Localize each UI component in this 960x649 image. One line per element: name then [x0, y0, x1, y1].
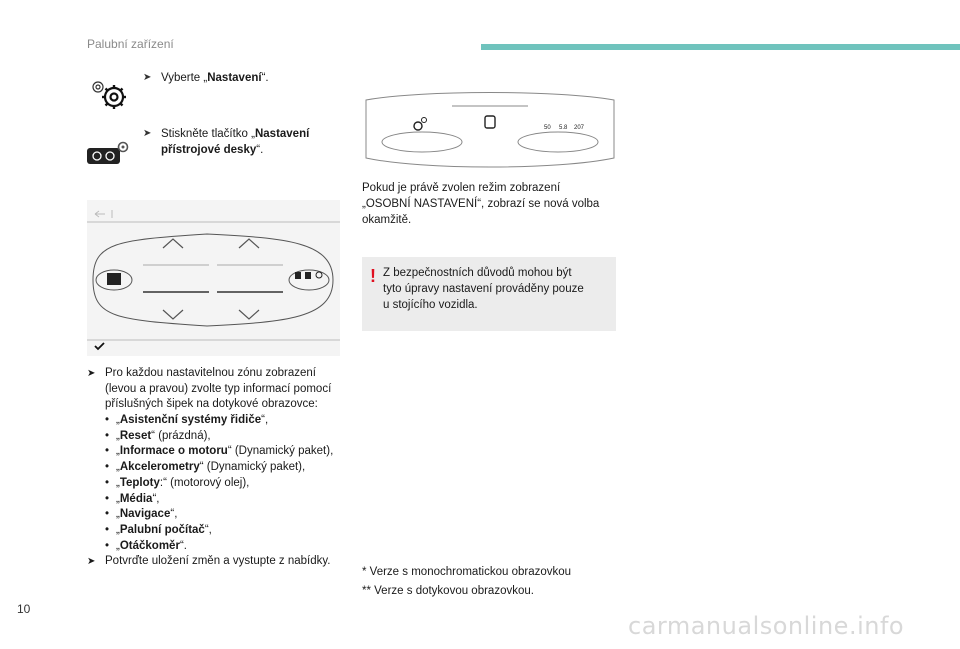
step-arrow-icon: ➤ — [87, 556, 96, 568]
instrument-panel-settings-icon — [86, 140, 130, 166]
option-name: Informace o motoru — [119, 445, 228, 458]
option-item: • „Média“, — [87, 492, 347, 508]
option-name: Média — [119, 492, 153, 505]
bullet: • — [105, 523, 110, 536]
bullet: • — [105, 508, 110, 521]
option-suffix: “, — [170, 508, 178, 521]
dash-value-b: 5.8 — [559, 125, 568, 131]
watermark: carmanualsonline.info — [628, 612, 905, 640]
step-text-end: “. — [256, 144, 264, 156]
settings-keyword: Nastavení — [207, 72, 262, 84]
warning-exclamation-icon: ! — [370, 266, 376, 286]
option-name: Asistenční systémy řidiče — [119, 414, 262, 427]
step-text: Vyberte „ — [161, 72, 208, 84]
mode-paragraph — [362, 180, 622, 228]
warning-line: tyto úpravy nastavení prováděny pouze — [383, 283, 584, 295]
paragraph-line: Pokud je právě zvolen režim zobrazení — [362, 182, 561, 194]
instruction-line: příslušných šipek na dotykové obrazovce: — [105, 398, 318, 411]
dash-value-a: 50 — [544, 125, 551, 131]
footnote-monochrome: * Verze s monochromatickou obrazovkou — [362, 566, 572, 578]
step-text: Stiskněte tlačítko „ — [161, 128, 255, 140]
step-arrow-icon: ➤ — [143, 128, 152, 139]
settings-gear-icon — [88, 75, 130, 111]
panel-keyword: přístrojové desky — [161, 144, 257, 156]
header-accent-bar — [481, 44, 960, 50]
instruction-line: Potvrďte uložení změn a vystupte z nabídky. — [105, 555, 331, 568]
option-suffix: “ (Dynamický paket), — [199, 461, 306, 474]
footnote-touchscreen: ** Verze s dotykovou obrazovkou. — [362, 585, 534, 597]
settings-keyword: Nastavení — [254, 128, 310, 140]
bullet: • — [105, 429, 110, 442]
option-name: Otáčkoměr — [119, 539, 180, 552]
paragraph-line: okamžitě. — [362, 214, 412, 226]
instruction-line: (levou a pravou) zvolte typ informací pomocí — [105, 382, 332, 395]
bullet: • — [105, 414, 110, 427]
step-text-end: “. — [261, 72, 269, 84]
option-suffix: “ (Dynamický paket), — [227, 445, 334, 458]
bullet: • — [105, 445, 110, 458]
option-item: • „Teploty:“ (motorový olej), — [87, 476, 347, 492]
section-header: Palubní zařízení — [87, 37, 174, 51]
bullet: • — [105, 539, 110, 552]
option-suffix: “ (prázdná), — [151, 429, 211, 442]
dash-value-c: 207 — [574, 125, 585, 131]
dashboard-illustration — [362, 86, 618, 172]
safety-warning-text — [383, 265, 603, 313]
option-item: • „Otáčkoměr“. — [87, 539, 347, 555]
instruction-line: Pro každou nastavitelnou zónu zobrazení — [105, 367, 316, 379]
option-suffix: “. — [179, 539, 187, 552]
option-suffix: “, — [261, 414, 269, 427]
touchscreen-illustration — [87, 200, 340, 356]
page-number: 10 — [17, 602, 31, 616]
option-item: • „Navigace“, — [87, 507, 347, 523]
option-item: • „Asistenční systémy řidiče“, — [87, 413, 347, 429]
paragraph-line: „OSOBNÍ NASTAVENÍ“, zobrazí se nová volba — [362, 198, 600, 210]
option-item: • „Informace o motoru“ (Dynamický paket), — [87, 444, 347, 460]
option-suffix: “, — [204, 523, 212, 536]
option-item: • „Akcelerometry“ (Dynamický paket), — [87, 460, 347, 476]
option-name: Akcelerometry — [119, 461, 200, 474]
option-name: Navigace — [119, 508, 171, 521]
display-zone-instructions — [87, 366, 347, 570]
step-arrow-icon: ➤ — [143, 72, 152, 83]
bullet: • — [105, 492, 110, 505]
warning-line: Z bezpečnostních důvodů mohou být — [383, 267, 572, 279]
touchscreen-drawing — [87, 200, 340, 356]
step-arrow-icon: ➤ — [87, 368, 96, 379]
bullet: • — [105, 476, 110, 489]
option-name: Teploty — [119, 476, 160, 489]
option-item: • „Palubní počítač“, — [87, 523, 347, 539]
bullet: • — [105, 461, 110, 474]
option-suffix: :“ (motorový olej), — [159, 476, 250, 489]
warning-line: u stojícího vozidla. — [383, 299, 478, 311]
option-name: Palubní počítač — [119, 523, 205, 536]
option-suffix: “, — [152, 492, 160, 505]
option-item: • „Reset“ (prázdná), — [87, 429, 347, 445]
option-name: Reset — [119, 429, 152, 442]
